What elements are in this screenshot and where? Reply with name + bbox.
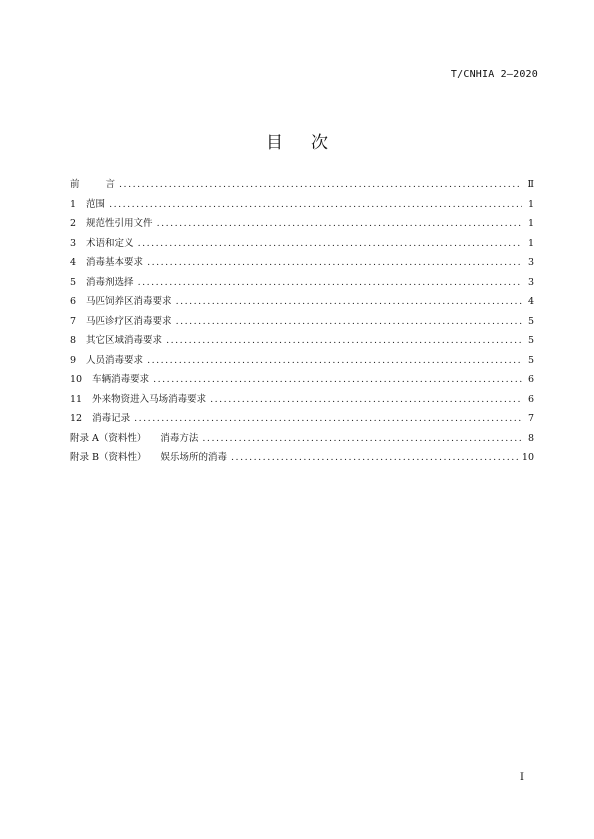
toc-entry-number: 9: [70, 354, 77, 366]
toc-entry[interactable]: [70, 313, 534, 333]
toc-entry[interactable]: [70, 293, 534, 313]
toc-dot-leader: [147, 257, 522, 268]
toc-entry-page: 1: [527, 198, 534, 210]
toc-entry-page: 7: [527, 413, 534, 424]
toc-entry[interactable]: [70, 449, 534, 469]
toc-dot-leader: [109, 199, 522, 210]
toc-entry[interactable]: [70, 196, 534, 216]
toc-entry-label: 娱乐场所的消毒: [160, 452, 228, 463]
toc-entry-page: 6: [527, 374, 534, 385]
toc-entry-number: 前: [70, 179, 80, 190]
document-code: T/CNHIA 2—2020: [450, 69, 538, 80]
toc-entry-page: 5: [527, 354, 534, 366]
toc-entry-number: 6: [70, 296, 77, 307]
toc-entry-label: 人员消毒要求: [86, 354, 144, 366]
page-number: I: [520, 772, 524, 783]
toc-entry-label: 规范性引用文件: [86, 218, 153, 229]
toc-entry-page: 1: [527, 237, 534, 249]
toc-entry-label: 消毒记录: [92, 413, 131, 424]
toc-entry-label: 车辆消毒要求: [92, 374, 150, 385]
toc-entry[interactable]: [70, 332, 534, 352]
table-of-contents: [70, 176, 534, 469]
toc-entry-page: 5: [527, 335, 534, 346]
toc-entry-page: 1: [527, 218, 534, 229]
toc-dot-leader: [134, 413, 522, 424]
toc-entry-number: 10: [70, 374, 83, 385]
toc-entry[interactable]: [70, 352, 534, 372]
toc-entry-page: 6: [527, 393, 534, 405]
toc-entry-page: 8: [527, 432, 534, 444]
toc-dot-leader: [157, 218, 522, 229]
toc-entry-label: 言: [105, 179, 116, 190]
toc-entry-page: 10: [521, 452, 534, 463]
toc-entry-label: 消毒方法: [160, 432, 199, 444]
toc-entry-page: 4: [527, 296, 534, 307]
toc-dot-leader: [176, 296, 522, 307]
toc-entry[interactable]: [70, 430, 534, 450]
toc-entry[interactable]: [70, 274, 534, 294]
toc-entry-label: 术语和定义: [86, 237, 134, 249]
toc-title: 目次: [266, 133, 356, 153]
toc-dot-leader: [153, 374, 522, 385]
toc-entry[interactable]: [70, 235, 534, 255]
toc-entry-number: 8: [70, 335, 77, 346]
toc-entry-page: 3: [527, 257, 534, 268]
toc-dot-leader: [202, 433, 522, 444]
toc-entry-number: 1: [70, 198, 77, 210]
toc-dot-leader: [231, 452, 518, 463]
toc-entry-label: 其它区域消毒要求: [86, 335, 163, 346]
toc-dot-leader: [138, 277, 522, 288]
toc-entry-number: 12: [70, 413, 83, 424]
toc-entry-number: 5: [70, 276, 77, 288]
toc-entry-page: 3: [527, 276, 534, 288]
toc-entry[interactable]: [70, 391, 534, 411]
toc-entry-page: Ⅱ: [527, 179, 534, 190]
toc-dot-leader: [138, 238, 522, 249]
toc-dot-leader: [210, 394, 522, 405]
toc-entry-number: 2: [70, 218, 77, 229]
toc-entry-page: 5: [527, 315, 534, 327]
toc-dot-leader: [119, 179, 522, 190]
toc-entry-label: 消毒基本要求: [86, 257, 144, 268]
toc-entry-number: 附录 A（资料性）: [70, 432, 147, 444]
toc-dot-leader: [147, 355, 522, 366]
toc-entry-label: 范围: [86, 198, 106, 210]
toc-entry-label: 马匹诊疗区消毒要求: [86, 315, 172, 327]
toc-entry[interactable]: [70, 215, 534, 235]
toc-entry[interactable]: [70, 410, 534, 430]
toc-entry[interactable]: [70, 371, 534, 391]
toc-entry-label: 外来物资进入马场消毒要求: [92, 393, 207, 405]
toc-entry-number: 11: [70, 393, 83, 405]
toc-entry-number: 7: [70, 315, 77, 327]
toc-entry[interactable]: [70, 254, 534, 274]
toc-entry-number: 附录 B（资料性）: [70, 452, 147, 463]
toc-entry-number: 4: [70, 257, 77, 268]
toc-dot-leader: [166, 335, 522, 346]
toc-entry[interactable]: [70, 176, 534, 196]
toc-dot-leader: [176, 316, 522, 327]
toc-entry-number: 3: [70, 237, 77, 249]
toc-entry-label: 马匹饲养区消毒要求: [86, 296, 172, 307]
toc-entry-label: 消毒剂选择: [86, 276, 134, 288]
